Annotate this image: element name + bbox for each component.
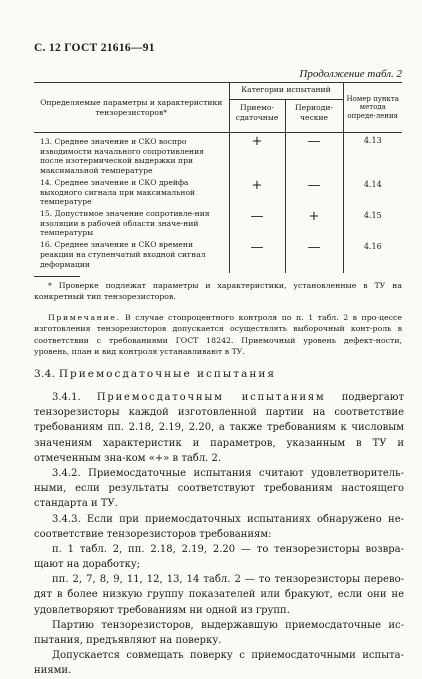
row-acceptance-mark: —: [229, 208, 285, 239]
table-row: [34, 133, 402, 177]
footnote-divider: [34, 276, 80, 277]
section-body: [34, 390, 404, 679]
section-number: 3.4.: [34, 368, 56, 380]
row-parameter: 14. Среднее значение и СКО дрейфа выходного сигнала при максимальной температуре: [34, 177, 229, 208]
column-header-categories: Категории испытаний: [229, 83, 343, 100]
footnote: * Проверке подлежат параметры и характеристики, установленные в ТУ на конкретный тип тензорезисторов.: [34, 281, 402, 302]
requirements-table: [34, 82, 402, 273]
note-text: В случае стопроцентного контроля по п. 1 табл. 2 в про-цессе изготовления тензорезисторов допускается осуществлять выборочный конт-роль в соответствии с требованиями ГОСТ 18242. Приемочный уровень дефект-ности, уровень, план и вид контроля устанавливают в ТУ.: [34, 313, 402, 356]
column-header-acceptance: Приемо-сдаточные: [229, 100, 285, 133]
row-periodic-mark: —: [285, 133, 343, 177]
section-heading: [34, 368, 276, 380]
paragraph-3-4-3-d: Допускается совмещать поверку с приемосдаточными испыта-ниями.: [34, 650, 404, 677]
row-method-ref: 4.14: [343, 177, 402, 208]
column-header-method-ref: Номер пункта метода опреде-ления: [343, 83, 402, 133]
paragraph-number: 3.4.1.: [52, 392, 81, 403]
note-label: Примечание.: [48, 313, 121, 322]
row-periodic-mark: +: [285, 208, 343, 239]
row-parameter: 16. Среднее значение и СКО времени реакции на ступенчатый входной сигнал деформации: [34, 239, 229, 273]
column-header-periodic: Периоди-ческие: [285, 100, 343, 133]
paragraph-emphasis: Приемосдаточным испытаниям: [96, 392, 326, 403]
table-continuation-label: Продолжение табл. 2: [299, 68, 402, 80]
paragraph-3-4-1: [34, 390, 404, 466]
table-note: [34, 312, 402, 357]
paragraph-3-4-3-b: пп. 2, 7, 8, 9, 11, 12, 13, 14 табл. 2 — то тензорезисторы перево-дят в более низкую группу показателей или бракуют, если они не удовлетворяют требованиям ни одной из групп.: [34, 574, 404, 616]
row-parameter: 13. Среднее значение и СКО воспро изводимости начального сопротивления после изотермической выдержки при максимальной температуре: [34, 133, 229, 177]
paragraph-3-4-3-a: п. 1 табл. 2, пп. 2.18, 2.19, 2.20 — то тензорезисторы возвра-щают на доработку;: [34, 543, 404, 571]
paragraph-3-4-2: 3.4.2. Приемосдаточные испытания считают удовлетворитель-ными, если результаты соответствуют требованиям настоящего стандарта и ТУ.: [34, 467, 404, 510]
row-periodic-mark: —: [285, 239, 343, 273]
column-header-parameters: Определяемые параметры и характеристики тензорезисторов*: [34, 83, 229, 133]
row-method-ref: 4.15: [343, 208, 402, 239]
page-header: С. 12 ГОСТ 21616—91: [34, 42, 155, 54]
paragraph-3-4-3: 3.4.3. Если при приемосдаточных испытаниях обнаружено не-соответствие тензорезисторов требованиям:: [34, 513, 404, 540]
section-title: Приемосдаточные испытания: [58, 368, 276, 380]
row-method-ref: 4.13: [343, 133, 402, 177]
table-row: [34, 177, 402, 208]
paragraph-text: подвергают тензорезисторы каждой изготовленной партии на соответствие требованиям пп. 2.18, 2.19, 2.20, а также требованиям к числовым значениям характеристик и параметров, указанным в ТУ и отмеченным зна-ком «+» в табл. 2.: [34, 392, 404, 464]
row-acceptance-mark: +: [229, 133, 285, 177]
row-acceptance-mark: +: [229, 177, 285, 208]
row-acceptance-mark: —: [229, 239, 285, 273]
paragraph-3-4-3-c: Партию тензорезисторов, выдержавшую приемосдаточные ис-пытания, предъявляют на поверку.: [34, 619, 404, 646]
row-parameter: 15. Допустимое значение сопротивле-ния изоляции в рабочей области значе-ний температуры: [34, 208, 229, 239]
table-row: [34, 239, 402, 273]
row-method-ref: 4.16: [343, 239, 402, 273]
row-periodic-mark: —: [285, 177, 343, 208]
table-row: [34, 208, 402, 239]
